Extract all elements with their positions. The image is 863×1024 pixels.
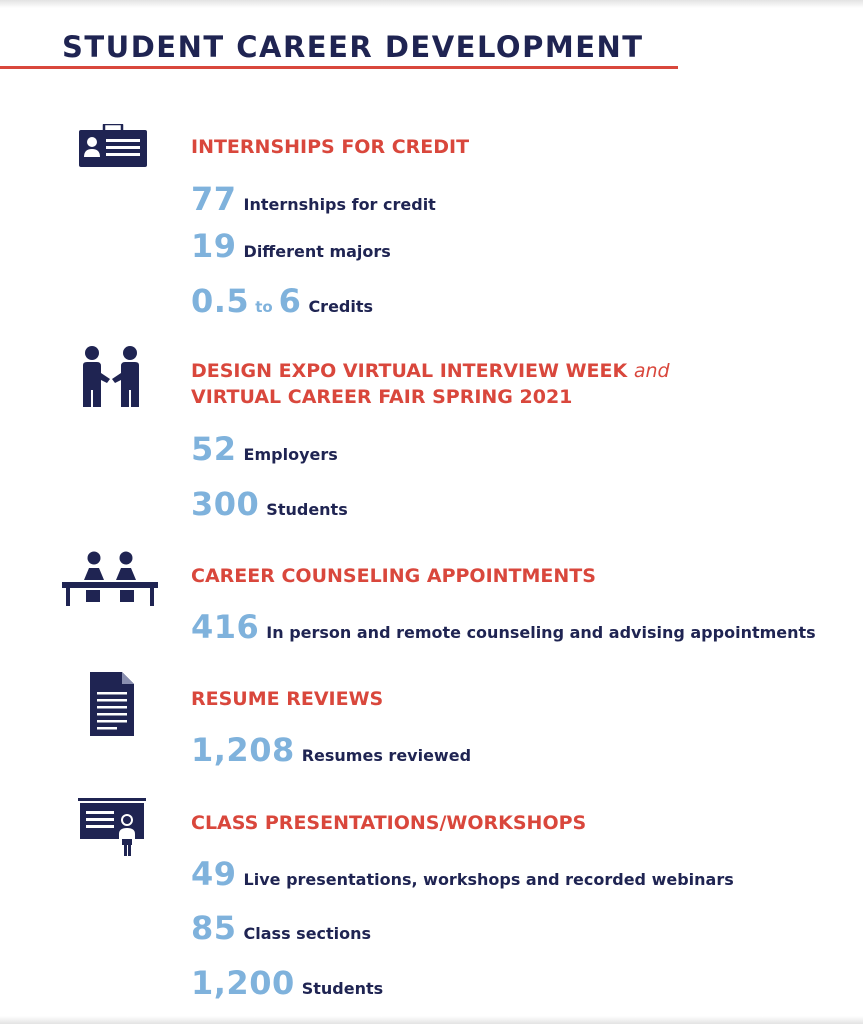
page-title: STUDENT CAREER DEVELOPMENT [62, 30, 644, 64]
stat-row [191, 964, 383, 1002]
counseling-table-icon [62, 550, 158, 608]
stat-label: In person and remote counseling and advising appointments [266, 623, 816, 642]
stat-label: Students [266, 500, 348, 519]
section-heading-internships: INTERNSHIPS FOR CREDIT [191, 136, 470, 158]
stat-value: 300 [191, 485, 260, 523]
stat-label: Internships for credit [243, 195, 436, 214]
stat-value: 416 [191, 608, 260, 646]
stat-row [191, 227, 391, 265]
stat-label: Students [301, 979, 384, 998]
stat-row [191, 485, 348, 523]
heading-line-2: VIRTUAL CAREER FAIR SPRING 2021 [191, 386, 573, 408]
stat-value: 52 [191, 430, 237, 468]
stat-value: 1,200 [191, 964, 295, 1002]
section-heading-counseling: CAREER COUNSELING APPOINTMENTS [191, 565, 596, 587]
stat-row [191, 855, 734, 893]
stat-value: 19 [191, 227, 237, 265]
title-underline [0, 66, 678, 69]
stat-row [191, 282, 373, 320]
stat-value: 85 [191, 909, 237, 947]
stat-connector: to [255, 298, 273, 316]
heading-line-1: DESIGN EXPO VIRTUAL INTERVIEW WEEK [191, 360, 628, 382]
bottom-shadow [0, 1016, 863, 1024]
stat-row [191, 608, 816, 646]
stat-label: Class sections [243, 924, 372, 943]
stat-label: Resumes reviewed [301, 746, 472, 765]
handshake-icon [80, 345, 142, 407]
stat-row [191, 430, 338, 468]
stat-label: Credits [308, 297, 374, 316]
stat-value: 1,208 [191, 731, 295, 769]
id-badge-icon [78, 124, 148, 168]
stat-row [191, 731, 471, 769]
document-icon [88, 672, 134, 736]
stat-label: Live presentations, workshops and recorded webinars [243, 870, 734, 889]
section-heading-resume: RESUME REVIEWS [191, 688, 384, 710]
section-heading-design-expo [191, 358, 670, 410]
stat-value: 0.5 [191, 282, 250, 320]
stat-value: 77 [191, 180, 237, 218]
section-heading-presentations: CLASS PRESENTATIONS/WORKSHOPS [191, 812, 587, 834]
top-shadow [0, 0, 863, 8]
stat-label: Employers [243, 445, 338, 464]
heading-and: and [633, 360, 670, 382]
stat-row [191, 909, 371, 947]
presentation-board-icon [78, 798, 146, 856]
stat-value: 49 [191, 855, 237, 893]
stat-label: Different majors [243, 242, 391, 261]
stat-row [191, 180, 436, 218]
stat-value-2: 6 [278, 282, 302, 320]
